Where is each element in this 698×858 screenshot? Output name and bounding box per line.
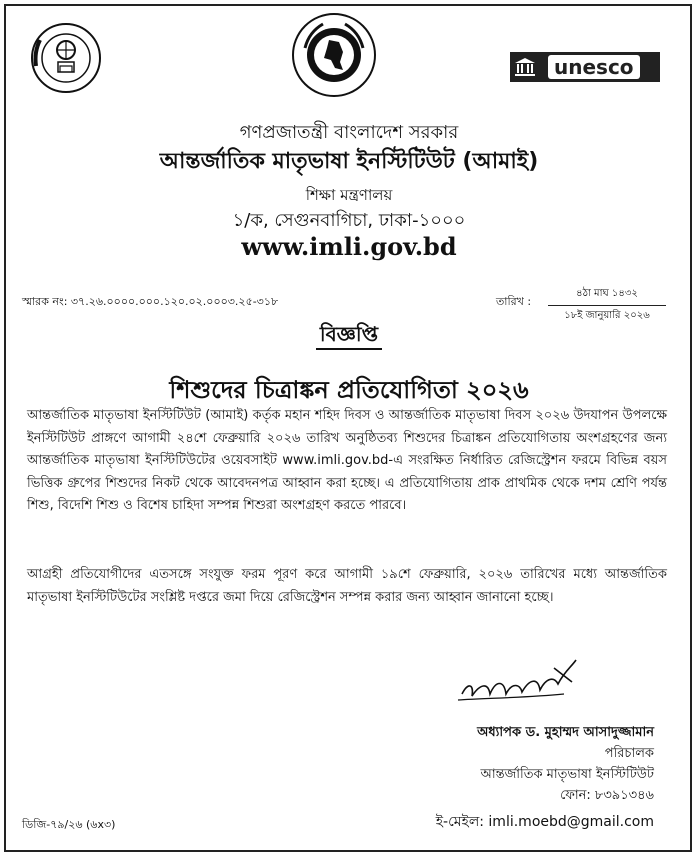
notice-title: শিশুদের চিত্রাঙ্কন প্রতিযোগিতা ২০২৬	[169, 376, 529, 404]
institute-name: আন্তর্জাতিক মাতৃভাষা ইনস্টিটিউট (আমাই)	[159, 149, 539, 174]
memo-reference: স্মারক নং: ৩৭.২৬.০০০০.০০০.১২০.০২.০০০৩.২৫-৩১৮	[22, 295, 279, 308]
government-name: গণপ্রজাতন্ত্রী বাংলাদেশ সরকার	[239, 122, 459, 143]
notice-label: বিজ্ঞপ্তি	[316, 322, 382, 350]
signatory-email: ই-মেইল: imli.moebd@gmail.com	[435, 814, 654, 830]
date-english: ১৮ই জানুয়ারি ২০২৬	[564, 310, 650, 321]
bangladesh-govt-seal	[291, 12, 377, 98]
date-bangla: ৪ঠা মাঘ ১৪৩২	[576, 288, 638, 299]
ministry-name: শিক্ষা মন্ত্রণালয়	[305, 186, 393, 204]
signature	[454, 654, 594, 710]
notice-heading	[0, 320, 698, 353]
signatory-designation: পরিচালক	[604, 746, 654, 761]
signatory-name: অধ্যাপক ড. মুহাম্মদ আসাদুজ্জামান	[477, 725, 654, 740]
date-divider	[548, 305, 666, 306]
website-url: www.imli.gov.bd	[241, 232, 457, 261]
body-paragraph-2: আগ্রহী প্রতিযোগীদের এতসঙ্গে সংযুক্ত ফরম পূরণ করে আগামী ১৯শে ফেব্রুয়ারি, ২০২৬ তারিখের মধ্যে আন্তর্জাতিক মাতৃভাষা ইনস্টিটিউটের সংশ্লিষ্ট দপ্তরে জমা দিয়ে রেজিস্ট্রেশন সম্পন্ন করার জন্য আহ্বান জানানো হচ্ছে।	[27, 567, 667, 605]
unesco-logo	[510, 52, 660, 82]
address: ১/ক, সেগুনবাগিচা, ঢাকা-১০০০	[232, 210, 466, 231]
date-label: তারিখ :	[496, 295, 532, 308]
body-paragraph-1: আন্তর্জাতিক মাতৃভাষা ইনস্টিটিউট (আমাই) কর্তৃক মহান শহিদ দিবস ও আন্তর্জাতিক মাতৃভাষা দিবস ২০২৬ উদযাপন উপলক্ষে ইনস্টিটিউট প্রাঙ্গণে আগামী ২৪শে ফেব্রুয়ারি ২০২৬ তারিখ অনুষ্ঠিতব্য শিশুদের চিত্রাঙ্কন প্রতিযোগিতায় অংশগ্রহণের জন্য আন্তর্জাতিক মাতৃভাষা ইনস্টিটিউটের ওয়েবসাইট www.imli.gov.bd-এ সংরক্ষিত নির্ধারিত রেজিস্ট্রেশন ফরমে বিভিন্ন বয়স ভিত্তিক গ্রুপের শিশুদের নিকট থেকে আবেদনপত্র আহ্বান করা হচ্ছে। এ প্রতিযোগিতায় প্রাক প্রাথমিক থেকে দশম শ্রেণি পর্যন্ত শিশু, বিদেশি শিশু ও বিশেষ চাহিদা সম্পন্ন শিশুরা অংশগ্রহণ করতে পারবে।	[27, 408, 667, 513]
signatory-organization: আন্তর্জাতিক মাতৃভাষা ইনস্টিটিউট	[480, 767, 654, 782]
imli-logo	[30, 22, 102, 94]
signatory-phone: ফোন: ৮৩৯১৩৪৬	[560, 788, 654, 803]
signatory-block	[334, 722, 654, 806]
unesco-wordmark: unesco	[548, 55, 640, 79]
temple-icon	[510, 52, 540, 82]
footer-code: ডিজি-৭৯/২৬ (৬x৩)	[22, 818, 116, 831]
